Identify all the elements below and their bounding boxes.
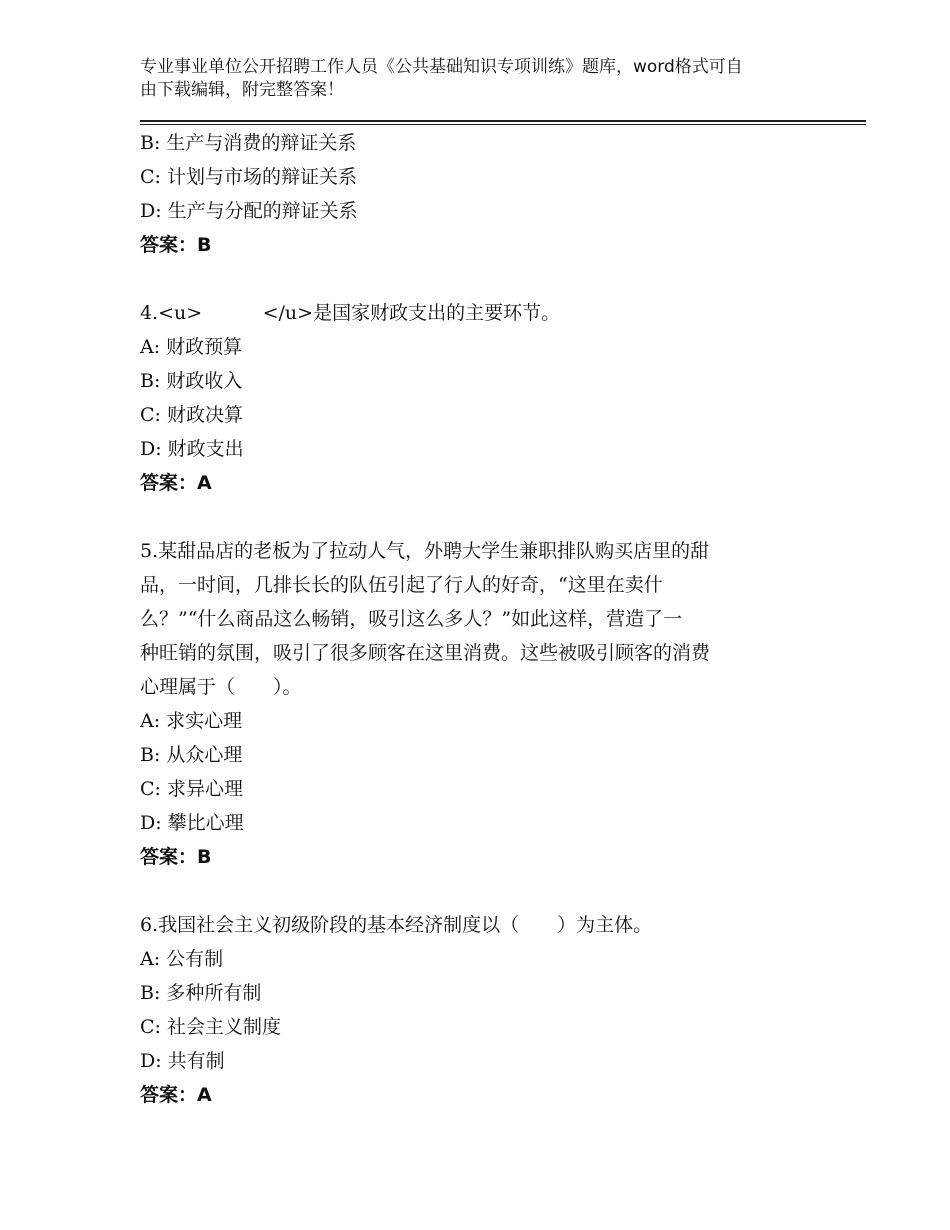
option-a: A: 求实心理 [140,710,243,732]
question-stem-line: 5.某甜品店的老板为了拉动人气，外聘大学生兼职排队购买店里的甜 [140,540,710,562]
question-3-tail [140,126,810,262]
option-c: C: 计划与市场的辩证关系 [140,166,357,188]
option-d: D: 攀比心理 [140,812,244,834]
question-stem-line: 品，一时间，几排长长的队伍引起了行人的好奇，“这里在卖什 [140,574,663,596]
question-stem: 6.我国社会主义初级阶段的基本经济制度以（ ）为主体。 [140,914,653,936]
question-5 [140,534,810,874]
header-rule-thick [140,120,866,122]
header-rule-thin [140,124,866,125]
question-stem: 4.<u> </u>是国家财政支出的主要环节。 [140,302,561,324]
question-6 [140,908,810,1112]
question-4 [140,296,810,500]
option-b: B: 从众心理 [140,744,243,766]
option-b: B: 财政收入 [140,370,243,392]
answer: 答案：A [140,1084,212,1106]
option-d: D: 财政支出 [140,438,244,460]
header-line-2: 由下载编辑，附完整答案！ [140,80,344,100]
option-b: B: 多种所有制 [140,982,262,1004]
answer: 答案：B [140,846,212,868]
answer: 答案：B [140,234,212,256]
option-b: B: 生产与消费的辩证关系 [140,132,357,154]
page-header [140,56,810,102]
question-stem-line: 么？”“什么商品这么畅销，吸引这么多人？”如此这样，营造了一 [140,608,683,630]
option-c: C: 社会主义制度 [140,1016,281,1038]
header-line-1: 专业事业单位公开招聘工作人员《公共基础知识专项训练》题库，word格式可自 [140,57,743,77]
option-d: D: 共有制 [140,1050,225,1072]
question-list [140,126,810,1112]
answer: 答案：A [140,472,212,494]
question-stem-line: 心理属于（ ）。 [140,676,302,698]
option-a: A: 公有制 [140,948,224,970]
option-c: C: 求异心理 [140,778,243,800]
option-c: C: 财政决算 [140,404,243,426]
question-stem-line: 种旺销的氛围，吸引了很多顾客在这里消费。这些被吸引顾客的消费 [140,642,711,664]
option-d: D: 生产与分配的辩证关系 [140,200,358,222]
option-a: A: 财政预算 [140,336,243,358]
